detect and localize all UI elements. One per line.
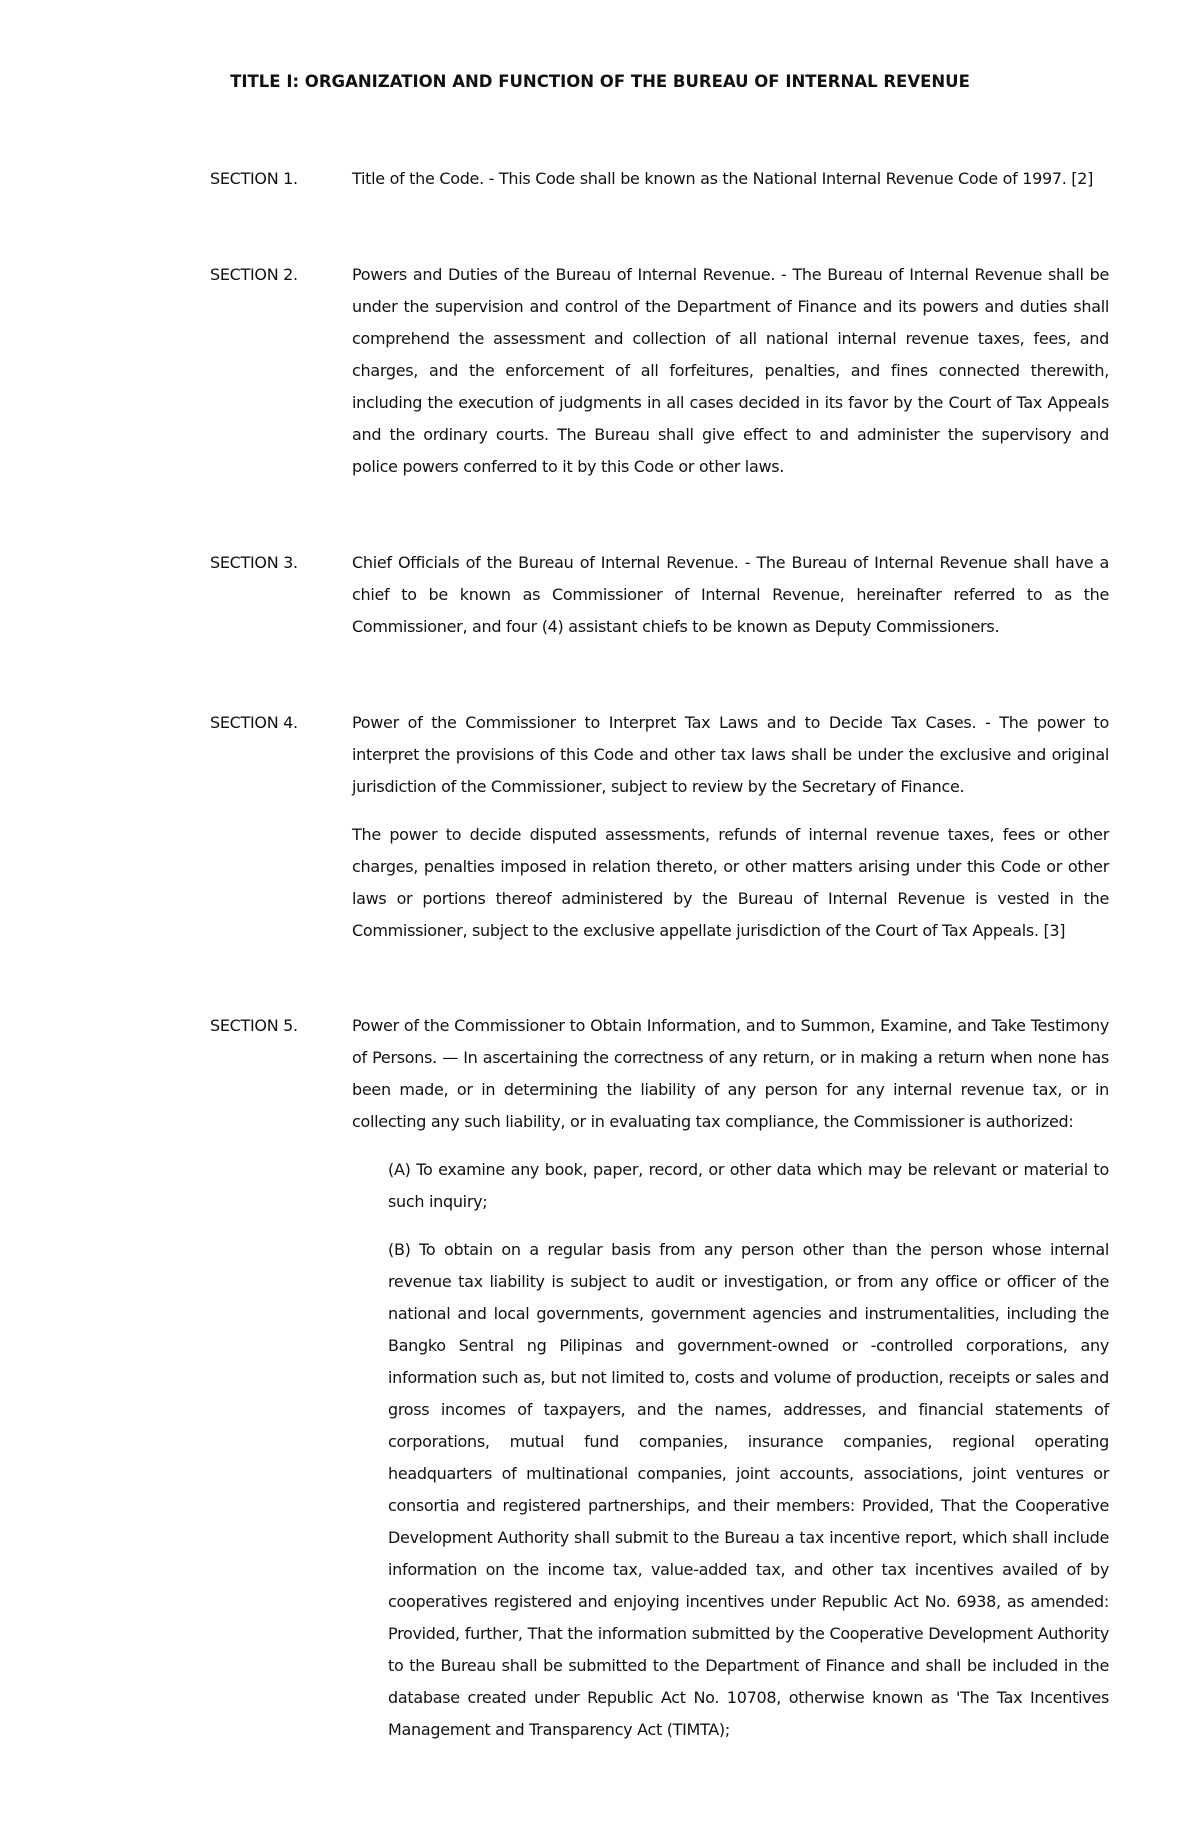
document-title: TITLE I: ORGANIZATION AND FUNCTION OF THE BUREAU OF INTERNAL REVENUE	[230, 72, 970, 91]
section-body	[352, 163, 1109, 195]
section-body	[352, 547, 1109, 643]
section-paragraph: Powers and Duties of the Bureau of Internal Revenue. - The Bureau of Internal Revenue shall be under the supervision and control of the Department of Finance and its powers and duties shall comprehend the assessment and collection of all national internal revenue taxes, fees, and charges, and the enforcement of all forfeitures, penalties, and fines connected therewith, including the execution of judgments in all cases decided in its favor by the Court of Tax Appeals and the ordinary courts. The Bureau shall give effect to and administer the supervisory and police powers conferred to it by this Code or other laws.	[352, 265, 1109, 476]
section-body	[352, 707, 1109, 947]
section-paragraph: Title of the Code. - This Code shall be known as the National Internal Revenue Code of 1997. [2]	[352, 169, 1094, 188]
section-label: SECTION 2.	[210, 265, 298, 284]
section-label: SECTION 4.	[210, 713, 298, 732]
section-label: SECTION 5.	[210, 1016, 298, 1035]
section-paragraph: The power to decide disputed assessments, refunds of internal revenue taxes, fees or other charges, penalties imposed in relation thereto, or other matters arising under this Code or other laws or portions thereof administered by the Bureau of Internal Revenue is vested in the Commissioner, subject to the exclusive appellate jurisdiction of the Court of Tax Appeals. [3]	[352, 825, 1109, 940]
section-body	[352, 259, 1109, 483]
subparagraph-b: (B) To obtain on a regular basis from any person other than the person whose internal revenue tax liability is subject to audit or investigation, or from any office or officer of the national and local governments, government agencies and instrumentalities, including the Bangko Sentral ng Pilipinas and government-owned or -controlled corporations, any information such as, but not limited to, costs and volume of production, receipts or sales and gross incomes of taxpayers, and the names, addresses, and financial statements of corporations, mutual fund companies, insurance companies, regional operating headquarters of multinational companies, joint accounts, associations, joint ventures or consortia and registered partnerships, and their members: Provided, That the Cooperative Development Authority shall submit to the Bureau a tax incentive report, which shall include information on the income tax, value-added tax, and other tax incentives availed of by cooperatives registered and enjoying incentives under Republic Act No. 6938, as amended: Provided, further, That the information submitted by the Cooperative Development Authority to the Bureau shall be submitted to the Department of Finance and shall be included in the database created under Republic Act No. 10708, otherwise known as 'The Tax Incentives Management and Transparency Act (TIMTA);	[388, 1240, 1109, 1739]
section-paragraph: Chief Officials of the Bureau of Internal Revenue. - The Bureau of Internal Revenue shall have a chief to be known as Commissioner of Internal Revenue, hereinafter referred to as the Commissioner, and four (4) assistant chiefs to be known as Deputy Commissioners.	[352, 553, 1109, 636]
subparagraph-a: (A) To examine any book, paper, record, or other data which may be relevant or material to such inquiry;	[388, 1160, 1109, 1211]
section-paragraph: Power of the Commissioner to Interpret Tax Laws and to Decide Tax Cases. - The power to interpret the provisions of this Code and other tax laws shall be under the exclusive and original jurisdiction of the Commissioner, subject to review by the Secretary of Finance.	[352, 713, 1109, 796]
section-label: SECTION 1.	[210, 169, 298, 188]
section-body	[352, 1010, 1109, 1746]
section-paragraph: Power of the Commissioner to Obtain Information, and to Summon, Examine, and Take Testimony of Persons. — In ascertaining the correctness of any return, or in making a return when none has been made, or in determining the liability of any person for any internal revenue tax, or in collecting any such liability, or in evaluating tax compliance, the Commissioner is authorized:	[352, 1016, 1109, 1131]
section-label: SECTION 3.	[210, 553, 298, 572]
